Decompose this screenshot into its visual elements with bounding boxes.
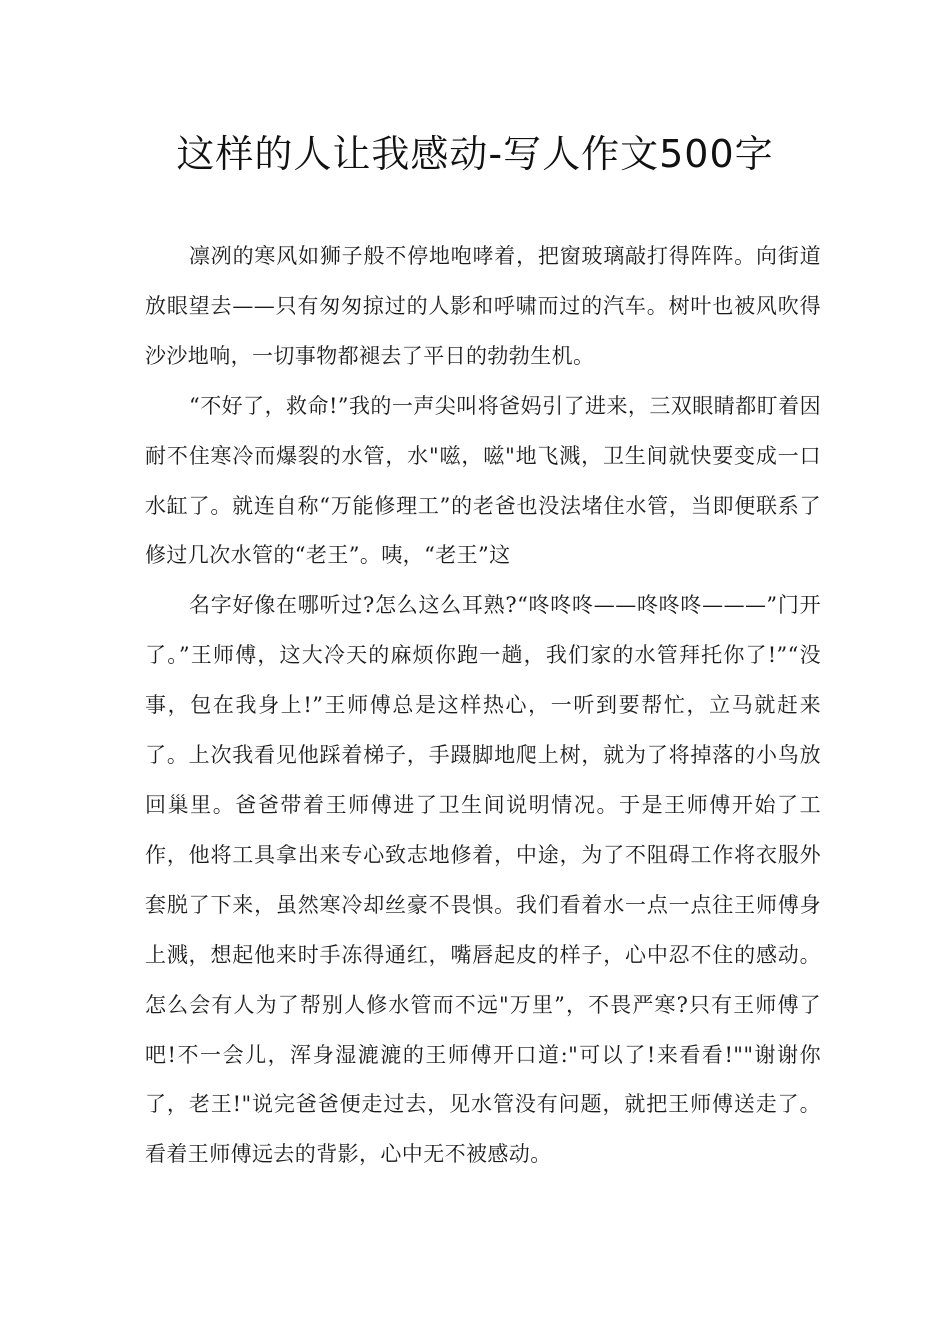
document-body (145, 232, 821, 1180)
paragraph: “不好了，救命!”我的一声尖叫将爸妈引了进来，三双眼睛都盯着因耐不住寒冷而爆裂的水管，水"嗞，嗞"地飞溅，卫生间就快要变成一口水缸了。就连自称“万能修理工”的老爸也没法堵住水管，当即便联系了修过几次水管的“老王”。咦，“老王”这 (145, 393, 821, 568)
document-title: 这样的人让我感动-写人作文500字 (176, 132, 774, 176)
paragraph: 凛冽的寒风如狮子般不停地咆哮着，把窗玻璃敲打得阵阵。向街道放眼望去——只有匆匆掠过的人影和呼啸而过的汽车。树叶也被风吹得沙沙地响，一切事物都褪去了平日的勃勃生机。 (145, 244, 821, 368)
paragraph: 名字好像在哪听过?怎么这么耳熟?“咚咚咚——咚咚咚———”门开了。”王师傅，这大冷天的麻烦你跑一趟，我们家的水管拜托你了!”“没事，包在我身上!”王师傅总是这样热心，一听到要帮忙，立马就赶来了。上次我看见他踩着梯子，手蹑脚地爬上树，就为了将掉落的小鸟放回巢里。爸爸带着王师傅进了卫生间说明情况。于是王师傅开始了工作，他将工具拿出来专心致志地修着，中途，为了不阻碍工作将衣服外套脱了下来，虽然寒冷却丝豪不畏惧。我们看着水一点一点往王师傅身上溅，想起他来时手冻得通红，嘴唇起皮的样子，心中忍不住的感动。怎么会有人为了帮别人修水管而不远"万里”，不畏严寒?只有王师傅了吧!不一会儿，浑身湿漉漉的王师傅开口道:"可以了!来看看!""谢谢你了，老王!"说完爸爸便走过去，见水管没有问题，就把王师傅送走了。看着王师傅远去的背影，心中无不被感动。 (145, 593, 821, 1167)
